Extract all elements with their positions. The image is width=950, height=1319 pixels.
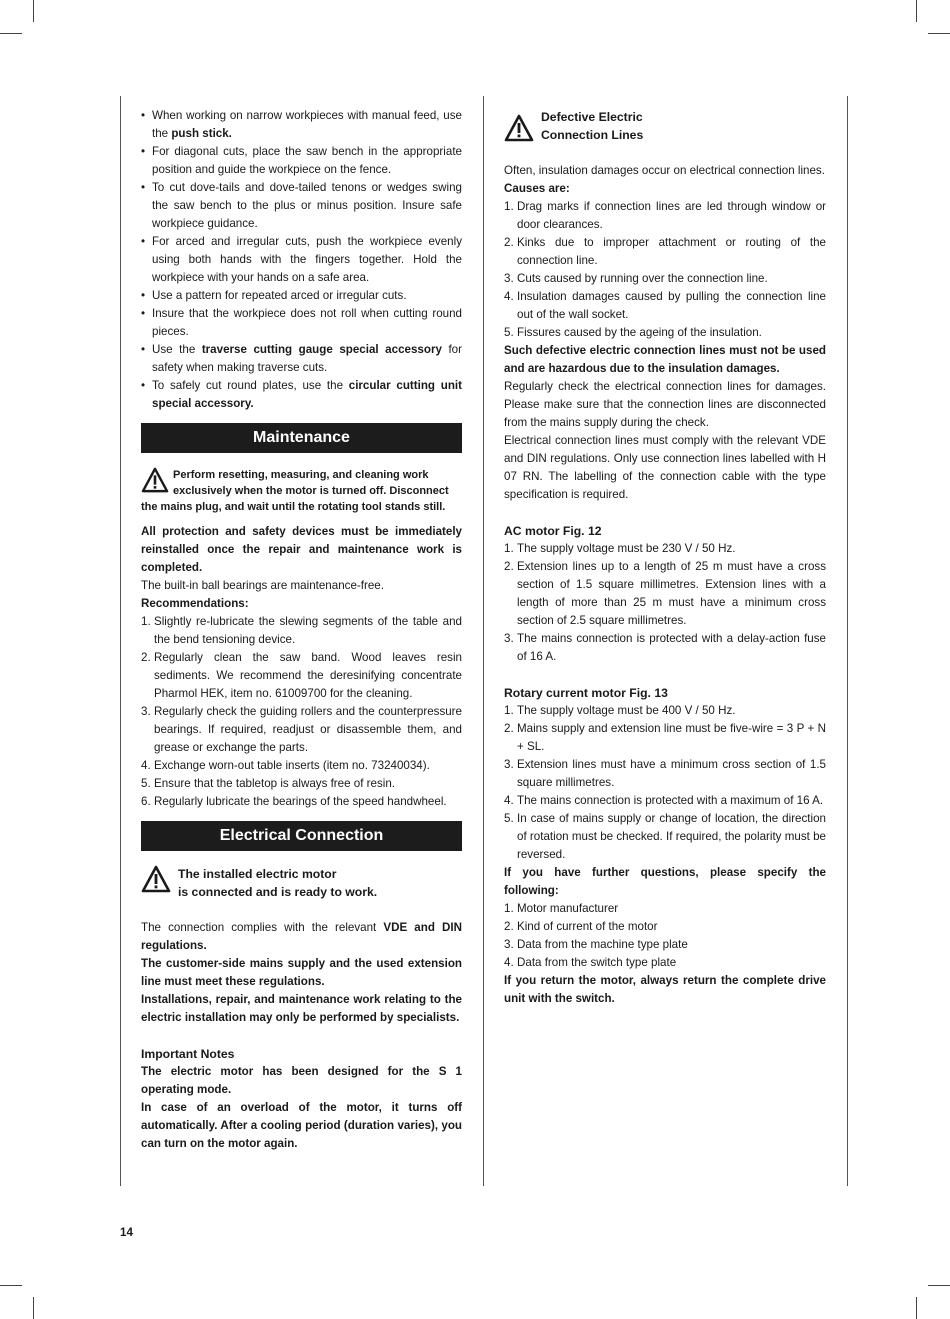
regular-check-note: Regularly check the electrical connection lines for damages. Please make sure that the connection lines are disconnected from the mains supply during the check. bbox=[504, 380, 826, 429]
crop-mark bbox=[0, 33, 22, 34]
list-item: 2. Extension lines up to a length of 25 m must have a cross section of 1.5 square millimetres. Extension lines with a length of more than 25 m must have a minimum cross section of 2.5 square millimetres. bbox=[504, 560, 826, 627]
list-item: 2. Kind of current of the motor bbox=[504, 920, 658, 933]
list-item: 3. Regularly check the guiding rollers and the counterpressure bearings. If required, readjust or disassemble them, and grease or exchange the parts. bbox=[141, 705, 462, 754]
crop-mark bbox=[33, 0, 34, 22]
list-item: 6. Regularly lubricate the bearings of the speed handwheel. bbox=[141, 795, 447, 808]
bullet-item: • Insure that the workpiece does not roll when cutting round pieces. bbox=[141, 305, 462, 341]
return-motor-note: If you return the motor, always return the complete drive unit with the switch. bbox=[504, 974, 826, 1005]
left-column bbox=[141, 107, 462, 1153]
crop-mark bbox=[928, 1285, 950, 1286]
crop-mark bbox=[33, 1297, 34, 1319]
warning-icon bbox=[504, 114, 534, 142]
list-item: 2. Regularly clean the saw band. Wood leaves resin sediments. We recommend the deresinifying concentrate Pharmol HEK, item no. 61009700 for the cleaning. bbox=[141, 651, 462, 700]
list-item: 1. Motor manufacturer bbox=[504, 902, 619, 915]
ac-motor-list bbox=[504, 540, 826, 666]
bullet-item: • For diagonal cuts, place the saw bench in the appropriate position and guide the workpiece on the fence. bbox=[141, 143, 462, 179]
list-item: 1. Drag marks if connection lines are led through window or door clearances. bbox=[504, 200, 826, 231]
page-number: 14 bbox=[120, 1226, 133, 1239]
list-item: 3. Data from the machine type plate bbox=[504, 938, 688, 951]
list-item: 1. The supply voltage must be 400 V / 50 Hz. bbox=[504, 704, 736, 717]
list-item: 3. Extension lines must have a minimum cross section of 1.5 square millimetres. bbox=[504, 758, 826, 789]
compliance-note: The connection complies with the relevant VDE and DIN regulations. bbox=[141, 921, 462, 952]
safety-bullet-list bbox=[141, 107, 462, 413]
warning-icon bbox=[141, 467, 169, 493]
crop-mark bbox=[916, 1297, 917, 1319]
further-questions-label: If you have further questions, please specify the following: bbox=[504, 866, 826, 897]
recommendations-list bbox=[141, 613, 462, 811]
list-item: 2. Mains supply and extension line must be five-wire = 3 P + N + SL. bbox=[504, 722, 826, 753]
defective-lines-note: Such defective electric connection lines must not be used and are hazardous due to the insulation damages. bbox=[504, 344, 826, 375]
bullet-item: • Use the traverse cutting gauge special accessory for safety when making traverse cuts. bbox=[141, 341, 462, 377]
list-item: 4. Insulation damages caused by pulling the connection line out of the wall socket. bbox=[504, 290, 826, 321]
list-item: 3. The mains connection is protected with a delay-action fuse of 16 A. bbox=[504, 632, 826, 663]
bullet-item: • Use a pattern for repeated arced or irregular cuts. bbox=[141, 287, 462, 305]
warning-icon bbox=[141, 865, 171, 893]
crop-mark bbox=[928, 33, 950, 34]
operating-mode-note: The electric motor has been designed for the S 1 operating mode. bbox=[141, 1065, 462, 1096]
maintenance-warning: Perform resetting, measuring, and cleaning work exclusively when the motor is turned off. Disconnect the mains plug, and wait until the rotating tool stands still. bbox=[141, 469, 449, 513]
specialists-note: Installations, repair, and maintenance work relating to the electric installation may only be performed by specialists. bbox=[141, 993, 462, 1024]
defective-lines-warning bbox=[504, 107, 826, 144]
bullet-item: • When working on narrow workpieces with manual feed, use the push stick. bbox=[141, 107, 462, 143]
list-item: 2. Kinks due to improper attachment or routing of the connection line. bbox=[504, 236, 826, 267]
recommendations-label: Recommendations: bbox=[141, 597, 249, 610]
defective-lines-title: Connection Lines bbox=[541, 128, 644, 142]
electrical-connection-heading: Electrical Connection bbox=[141, 821, 462, 851]
insulation-intro: Often, insulation damages occur on electrical connection lines. bbox=[504, 164, 825, 177]
bullet-item: • To safely cut round plates, use the circular cutting unit special accessory. bbox=[141, 377, 462, 413]
list-item: 5. Ensure that the tabletop is always free of resin. bbox=[141, 777, 396, 790]
column-rule-right bbox=[847, 96, 848, 1186]
crop-mark bbox=[0, 1285, 22, 1286]
column-rule-left bbox=[120, 96, 121, 1186]
causes-list bbox=[504, 198, 826, 342]
important-notes-heading: Important Notes bbox=[141, 1047, 235, 1061]
bearings-note: The built-in ball bearings are maintenance-free. bbox=[141, 579, 384, 592]
list-item: 4. Data from the switch type plate bbox=[504, 956, 677, 969]
regulations-note: Electrical connection lines must comply with the relevant VDE and DIN regulations. Only use connection lines labelled with H 07 RN. The labelling of the connection cable with the type specification is required. bbox=[504, 434, 826, 501]
protection-note: All protection and safety devices must be immediately reinstalled once the repair and maintenance work is completed. bbox=[141, 525, 462, 574]
causes-label: Causes are: bbox=[504, 182, 570, 195]
warning-text-line: is connected and is ready to work. bbox=[178, 885, 378, 899]
list-item: 4. Exchange worn-out table inserts (item no. 73240034). bbox=[141, 759, 430, 772]
overload-note: In case of an overload of the motor, it turns off automatically. After a cooling period (duration varies), you can turn on the motor again. bbox=[141, 1101, 462, 1150]
list-item: 4. The mains connection is protected with a maximum of 16 A. bbox=[504, 794, 824, 807]
warning-text-line: The installed electric motor bbox=[178, 867, 337, 881]
bullet-item: • For arced and irregular cuts, push the workpiece evenly using both hands with the fingers together. Hold the workpiece with your hands on a safe area. bbox=[141, 233, 462, 287]
list-item: 5. Fissures caused by the ageing of the insulation. bbox=[504, 326, 762, 339]
defective-lines-title: Defective Electric bbox=[541, 110, 643, 124]
list-item: 1. The supply voltage must be 230 V / 50 Hz. bbox=[504, 542, 736, 555]
customer-supply-note: The customer-side mains supply and the used extension line must meet these regulations. bbox=[141, 957, 462, 988]
list-item: 3. Cuts caused by running over the connection line. bbox=[504, 272, 768, 285]
list-item: 5. In case of mains supply or change of location, the direction of rotation must be checked. If required, the polarity must be reversed. bbox=[504, 812, 826, 861]
rotary-motor-heading: Rotary current motor Fig. 13 bbox=[504, 686, 668, 700]
maintenance-heading: Maintenance bbox=[141, 423, 462, 453]
list-item: 1. Slightly re-lubricate the slewing segments of the table and the bend tensioning device. bbox=[141, 615, 462, 646]
ac-motor-heading: AC motor Fig. 12 bbox=[504, 524, 602, 538]
rotary-motor-list bbox=[504, 702, 826, 864]
further-questions-list bbox=[504, 900, 826, 972]
column-rule-middle bbox=[483, 96, 484, 1186]
right-column bbox=[504, 107, 826, 1008]
electrical-warning bbox=[141, 865, 462, 901]
bullet-item: • To cut dove-tails and dove-tailed tenons or wedges swing the saw bench to the plus or minus position. Insure safe workpiece guidance. bbox=[141, 179, 462, 233]
crop-mark bbox=[916, 0, 917, 22]
